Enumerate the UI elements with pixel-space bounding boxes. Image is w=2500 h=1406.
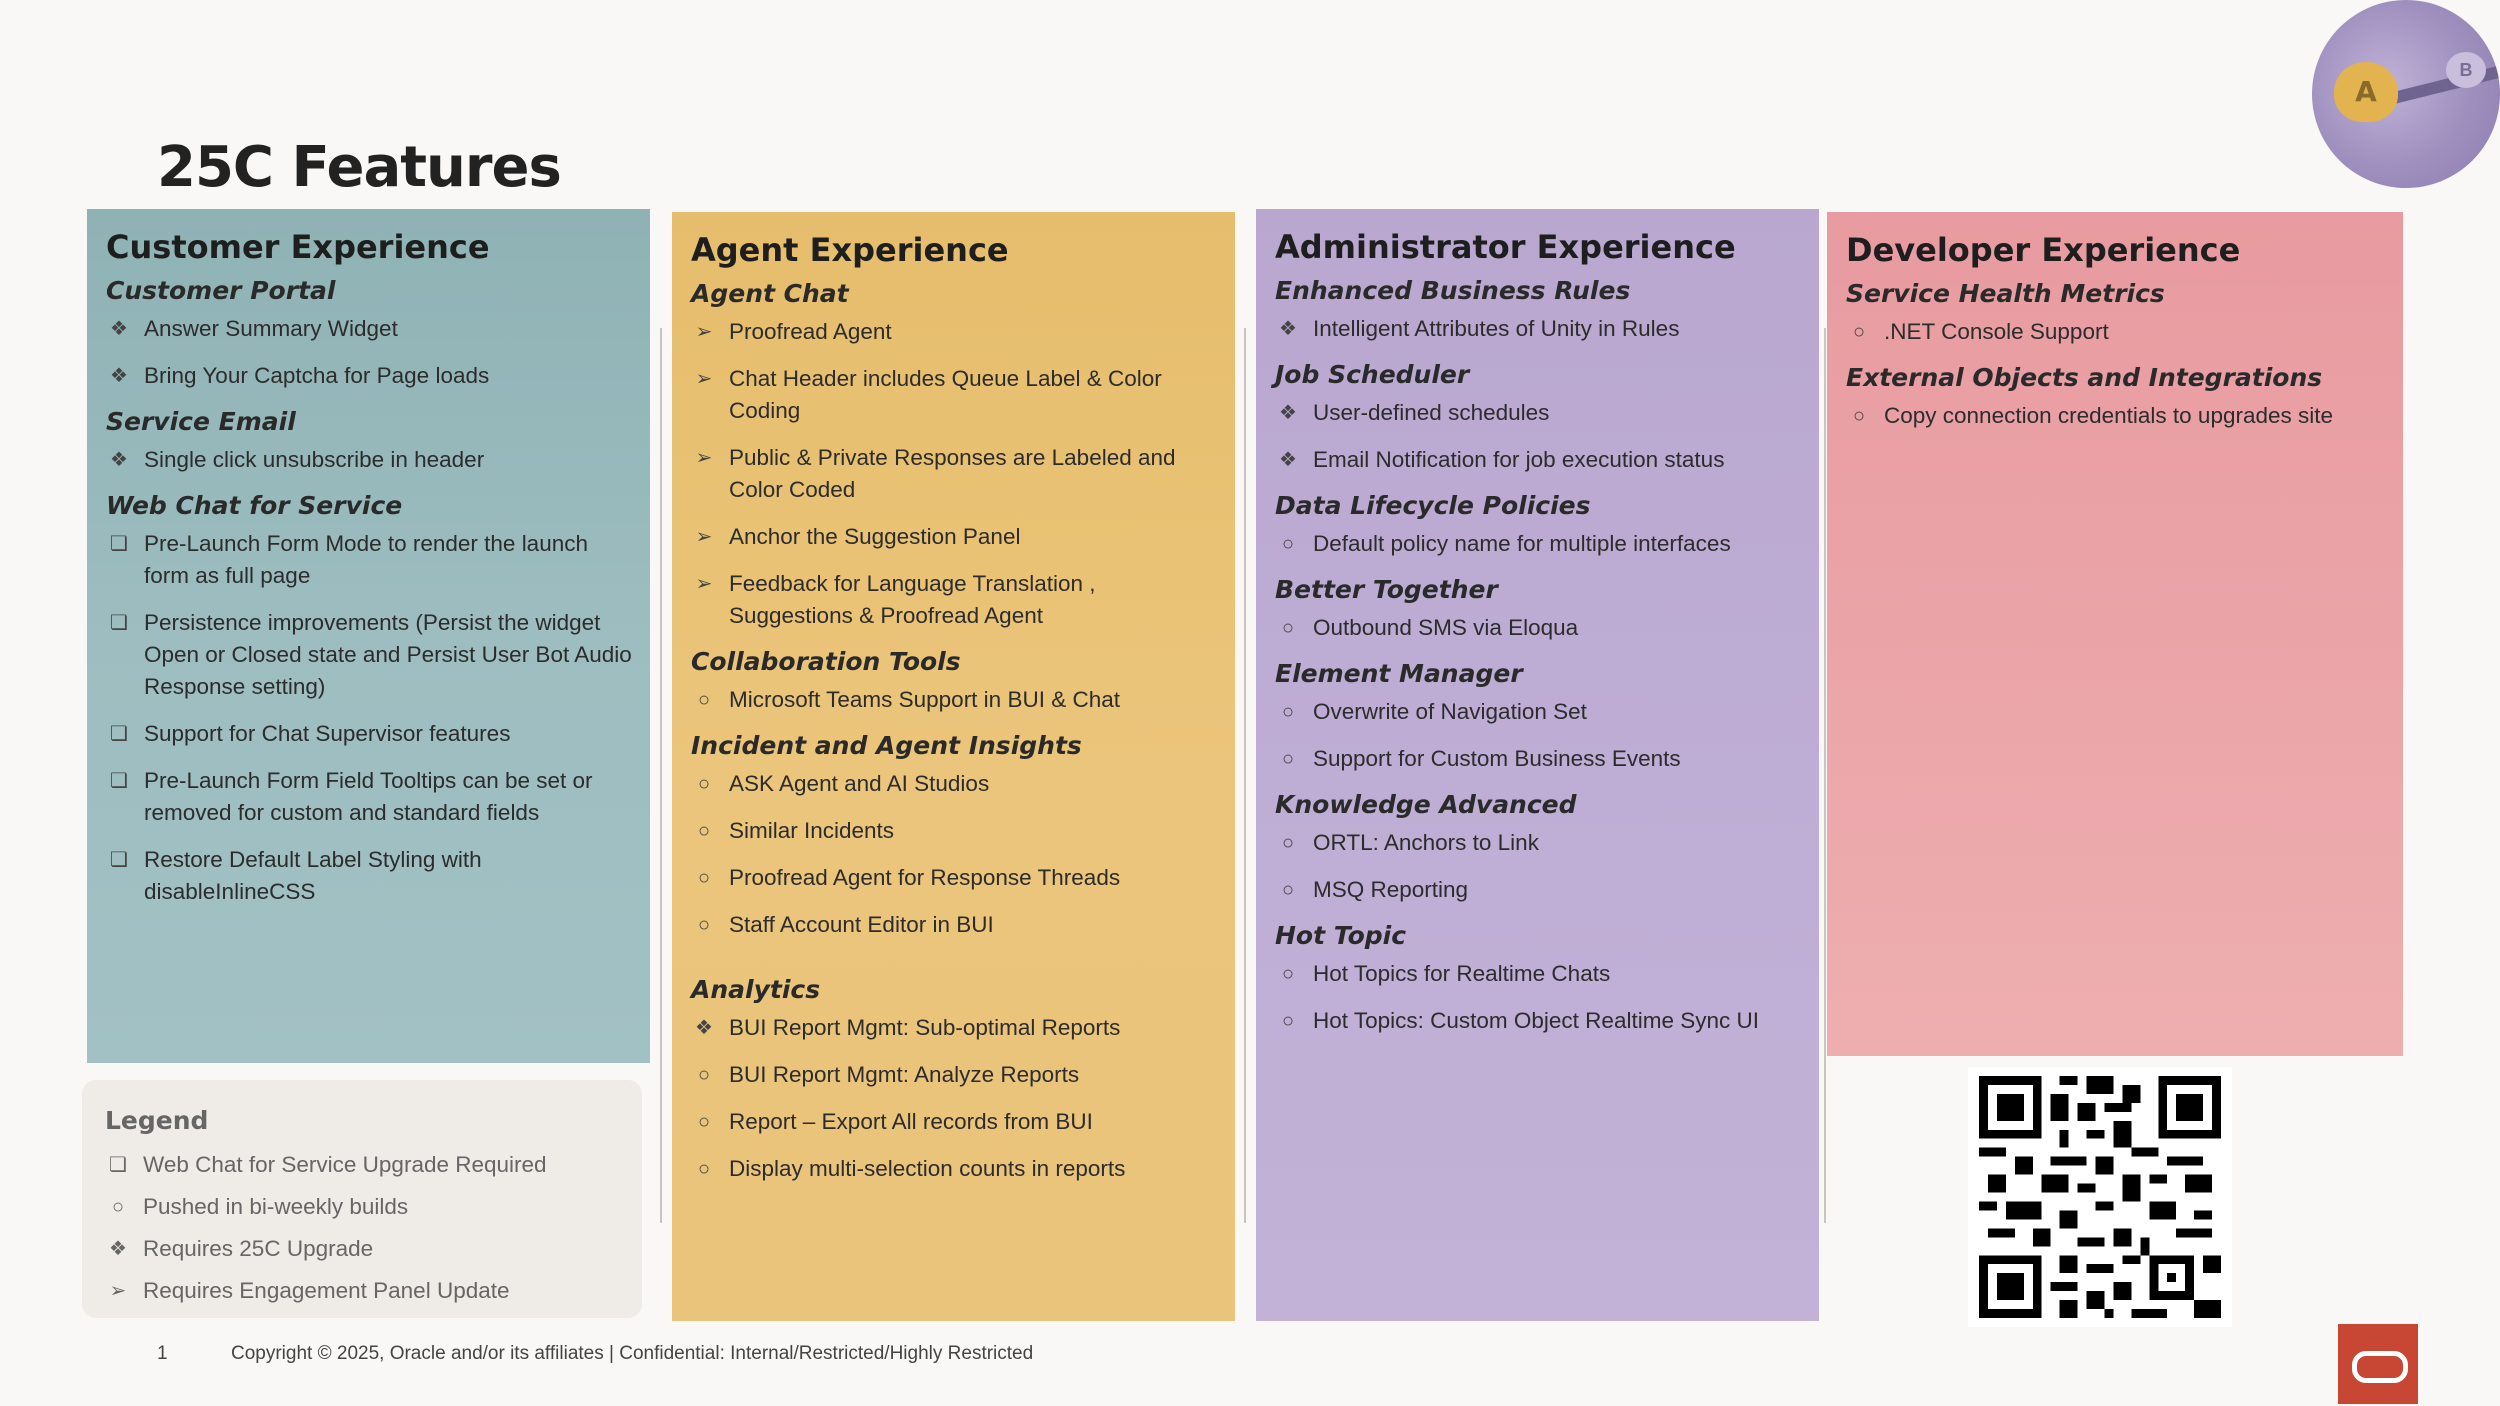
legend-title: Legend bbox=[105, 1106, 209, 1135]
list-item: ➢ Public & Private Responses are Labeled and Color Coded bbox=[691, 442, 1217, 506]
circle-bullet-icon: ○ bbox=[1281, 1010, 1295, 1032]
qr-code[interactable] bbox=[1968, 1067, 2232, 1327]
list-item: ○ Display multi-selection counts in reports bbox=[691, 1153, 1217, 1185]
diamond-bullet-icon: ❖ bbox=[110, 449, 128, 471]
section-title: Knowledge Advanced bbox=[1275, 790, 1577, 819]
list-item: ○ Staff Account Editor in BUI bbox=[691, 909, 1217, 941]
legend-item: ➢ Requires Engagement Panel Update bbox=[105, 1275, 620, 1307]
list-item: ○ Report – Export All records from BUI bbox=[691, 1106, 1217, 1138]
section-title: Service Email bbox=[106, 407, 296, 436]
box-bullet-icon: ❏ bbox=[110, 612, 128, 634]
legend-item: ❏ Web Chat for Service Upgrade Required bbox=[105, 1149, 620, 1181]
list-item: ○ Copy connection credentials to upgrades site bbox=[1846, 400, 2385, 432]
list-item: ○ BUI Report Mgmt: Analyze Reports bbox=[691, 1059, 1217, 1091]
diamond-bullet-icon: ❖ bbox=[1279, 449, 1297, 471]
circle-bullet-icon: ○ bbox=[697, 689, 711, 711]
section-title: Enhanced Business Rules bbox=[1275, 276, 1631, 305]
circle-bullet-icon: ○ bbox=[1281, 879, 1295, 901]
circle-bullet-icon: ○ bbox=[1281, 701, 1295, 723]
box-bullet-icon: ❏ bbox=[110, 723, 128, 745]
list-item: ○ MSQ Reporting bbox=[1275, 874, 1801, 906]
divider bbox=[660, 328, 662, 1223]
list-item: ❏ Persistence improvements (Persist the widget Open or Closed state and Persist User Bot Audio Response setting) bbox=[106, 607, 632, 703]
list-item: ❖ Intelligent Attributes of Unity in Rules bbox=[1275, 313, 1801, 345]
circle-bullet-icon: ○ bbox=[697, 867, 711, 889]
list-item: ❏ Pre-Launch Form Field Tooltips can be set or removed for custom and standard fields bbox=[106, 765, 632, 829]
section-title: Better Together bbox=[1275, 575, 1498, 604]
panel-title: Administrator Experience bbox=[1275, 228, 1736, 266]
circle-bullet-icon: ○ bbox=[1281, 832, 1295, 854]
arrow-bullet-icon: ➢ bbox=[695, 573, 713, 595]
agent-experience-panel bbox=[672, 212, 1235, 1321]
list-item: ❖ Single click unsubscribe in header bbox=[106, 444, 632, 476]
qr-code-icon bbox=[1968, 1067, 2232, 1327]
diamond-bullet-icon: ❖ bbox=[695, 1017, 713, 1039]
list-item: ➢ Anchor the Suggestion Panel bbox=[691, 521, 1217, 553]
list-item: ❏ Pre-Launch Form Mode to render the launch form as full page bbox=[106, 528, 632, 592]
diamond-bullet-icon: ❖ bbox=[110, 365, 128, 387]
list-item: ❖ Email Notification for job execution status bbox=[1275, 444, 1801, 476]
circle-bullet-icon: ○ bbox=[697, 1111, 711, 1133]
decorative-image bbox=[2312, 0, 2500, 188]
diamond-bullet-icon: ❖ bbox=[1279, 318, 1297, 340]
list-item: ○ ASK Agent and AI Studios bbox=[691, 768, 1217, 800]
legend-item: ❖ Requires 25C Upgrade bbox=[105, 1233, 620, 1265]
panel-title: Agent Experience bbox=[691, 231, 1009, 269]
list-item: ○ ORTL: Anchors to Link bbox=[1275, 827, 1801, 859]
section-title: Customer Portal bbox=[106, 276, 336, 305]
copyright-text: Copyright © 2025, Oracle and/or its affiliates | Confidential: Internal/Restricted/Highly Restricted bbox=[231, 1343, 1034, 1364]
circle-bullet-icon: ○ bbox=[1852, 405, 1866, 427]
section-title: Hot Topic bbox=[1275, 921, 1407, 950]
list-item: ○ Support for Custom Business Events bbox=[1275, 743, 1801, 775]
developer-experience-panel bbox=[1827, 212, 2403, 1056]
circle-bullet-icon: ○ bbox=[697, 1158, 711, 1180]
list-item: ❖ Answer Summary Widget bbox=[106, 313, 632, 345]
circle-bullet-icon: ○ bbox=[697, 1064, 711, 1086]
list-item: ➢ Proofread Agent bbox=[691, 316, 1217, 348]
section-title: Analytics bbox=[691, 975, 821, 1004]
section-title: Collaboration Tools bbox=[691, 647, 961, 676]
circle-bullet-icon: ○ bbox=[697, 820, 711, 842]
box-bullet-icon: ❏ bbox=[110, 770, 128, 792]
legend bbox=[82, 1080, 642, 1318]
heart-a-icon: A bbox=[2334, 62, 2398, 122]
section-title: Data Lifecycle Policies bbox=[1275, 491, 1591, 520]
section-title: Web Chat for Service bbox=[106, 491, 403, 520]
section-title: Incident and Agent Insights bbox=[691, 731, 1082, 760]
legend-item: ○ Pushed in bi-weekly builds bbox=[105, 1191, 620, 1223]
arrow-bullet-icon: ➢ bbox=[109, 1280, 127, 1302]
oracle-logo-icon bbox=[2352, 1351, 2408, 1383]
list-item: ❏ Restore Default Label Styling with disableInlineCSS bbox=[106, 844, 632, 908]
list-item: ➢ Feedback for Language Translation , Suggestions & Proofread Agent bbox=[691, 568, 1217, 632]
list-item: ○ Proofread Agent for Response Threads bbox=[691, 862, 1217, 894]
arrow-bullet-icon: ➢ bbox=[695, 447, 713, 469]
list-item: ○ Hot Topics for Realtime Chats bbox=[1275, 958, 1801, 990]
circle-bullet-icon: ○ bbox=[1281, 617, 1295, 639]
circle-bullet-icon: ○ bbox=[697, 914, 711, 936]
administrator-experience-panel bbox=[1256, 209, 1819, 1321]
customer-experience-panel bbox=[87, 209, 650, 1063]
list-item: ○ Hot Topics: Custom Object Realtime Sync UI bbox=[1275, 1005, 1801, 1037]
list-item: ○ Similar Incidents bbox=[691, 815, 1217, 847]
diamond-bullet-icon: ❖ bbox=[1279, 402, 1297, 424]
heart-b-icon: B bbox=[2446, 52, 2486, 88]
list-item: ○ Overwrite of Navigation Set bbox=[1275, 696, 1801, 728]
list-item: ➢ Chat Header includes Queue Label & Color Coding bbox=[691, 363, 1217, 427]
page-title: 25C Features bbox=[157, 135, 561, 200]
box-bullet-icon: ❏ bbox=[110, 533, 128, 555]
diamond-bullet-icon: ❖ bbox=[109, 1238, 127, 1260]
section-title: Job Scheduler bbox=[1275, 360, 1470, 389]
list-item: ○ Default policy name for multiple interfaces bbox=[1275, 528, 1801, 560]
arrow-bullet-icon: ➢ bbox=[695, 526, 713, 548]
list-item: ❖ Bring Your Captcha for Page loads bbox=[106, 360, 632, 392]
divider bbox=[1824, 328, 1826, 1223]
list-item: ❖ User-defined schedules bbox=[1275, 397, 1801, 429]
circle-bullet-icon: ○ bbox=[111, 1196, 125, 1218]
list-item: ○ Microsoft Teams Support in BUI & Chat bbox=[691, 684, 1217, 716]
panel-title: Customer Experience bbox=[106, 228, 490, 266]
diamond-bullet-icon: ❖ bbox=[110, 318, 128, 340]
arrow-bullet-icon: ➢ bbox=[695, 321, 713, 343]
section-title: External Objects and Integrations bbox=[1846, 363, 2323, 392]
section-title: Agent Chat bbox=[691, 279, 849, 308]
box-bullet-icon: ❏ bbox=[109, 1154, 127, 1176]
list-item: ○ .NET Console Support bbox=[1846, 316, 2385, 348]
circle-bullet-icon: ○ bbox=[697, 773, 711, 795]
circle-bullet-icon: ○ bbox=[1281, 533, 1295, 555]
circle-bullet-icon: ○ bbox=[1852, 321, 1866, 343]
divider bbox=[1244, 328, 1246, 1223]
circle-bullet-icon: ○ bbox=[1281, 748, 1295, 770]
section-title: Element Manager bbox=[1275, 659, 1523, 688]
section-title: Service Health Metrics bbox=[1846, 279, 2165, 308]
panel-title: Developer Experience bbox=[1846, 231, 2241, 269]
list-item: ○ Outbound SMS via Eloqua bbox=[1275, 612, 1801, 644]
list-item: ❏ Support for Chat Supervisor features bbox=[106, 718, 632, 750]
box-bullet-icon: ❏ bbox=[110, 849, 128, 871]
oracle-logo bbox=[2338, 1324, 2418, 1404]
list-item: ❖ BUI Report Mgmt: Sub-optimal Reports bbox=[691, 1012, 1217, 1044]
arrow-bullet-icon: ➢ bbox=[695, 368, 713, 390]
page-number: 1 bbox=[157, 1343, 168, 1364]
circle-bullet-icon: ○ bbox=[1281, 963, 1295, 985]
